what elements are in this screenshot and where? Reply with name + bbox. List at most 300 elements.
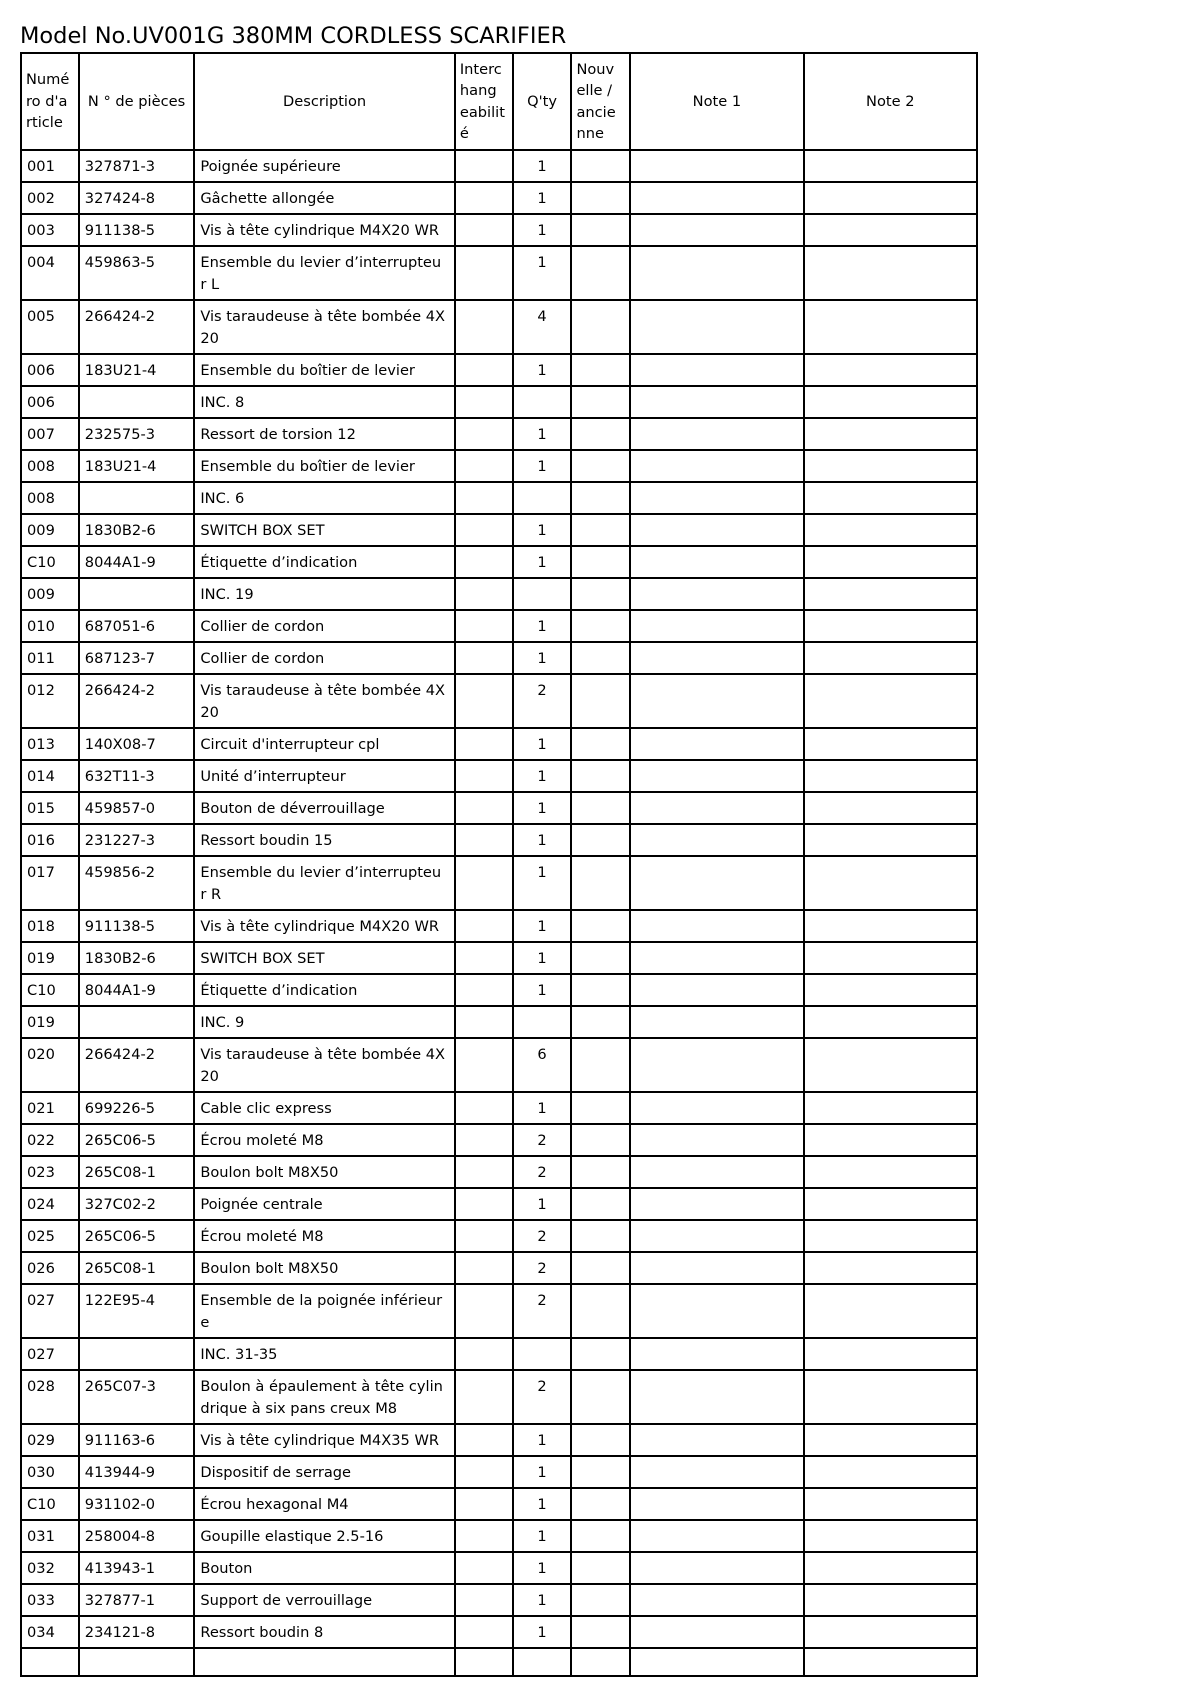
cell-description: Circuit d'interrupteur cpl <box>194 728 455 760</box>
cell-part-number: 911163-6 <box>79 1424 195 1456</box>
cell-note-2 <box>804 1616 977 1648</box>
cell-quantity: 1 <box>513 856 572 910</box>
table-row <box>21 610 977 642</box>
cell-interchangeability <box>455 792 513 824</box>
cell-description: INC. 19 <box>194 578 455 610</box>
cell-part-number <box>79 1006 195 1038</box>
cell-new-old <box>571 792 630 824</box>
cell-part-number: 8044A1-9 <box>79 546 195 578</box>
cell-note-1 <box>630 1038 803 1092</box>
cell-interchangeability <box>455 1648 513 1676</box>
cell-description: Ressort de torsion 12 <box>194 418 455 450</box>
table-row <box>21 300 977 354</box>
cell-description: Ensemble du boîtier de levier <box>194 354 455 386</box>
cell-part-number: 687123-7 <box>79 642 195 674</box>
header-part-number: N ° de pièces <box>79 53 195 150</box>
cell-note-2 <box>804 1456 977 1488</box>
cell-quantity: 1 <box>513 610 572 642</box>
cell-interchangeability <box>455 610 513 642</box>
cell-note-1 <box>630 1124 803 1156</box>
cell-quantity: 2 <box>513 1370 572 1424</box>
cell-new-old <box>571 974 630 1006</box>
cell-note-2 <box>804 546 977 578</box>
cell-new-old <box>571 1370 630 1424</box>
cell-interchangeability <box>455 942 513 974</box>
cell-quantity: 1 <box>513 1488 572 1520</box>
table-row <box>21 514 977 546</box>
table-row <box>21 578 977 610</box>
cell-item-number: 004 <box>21 246 79 300</box>
cell-note-1 <box>630 482 803 514</box>
cell-description: INC. 6 <box>194 482 455 514</box>
cell-description: Support de verrouillage <box>194 1584 455 1616</box>
table-row <box>21 450 977 482</box>
table-row <box>21 246 977 300</box>
table-row <box>21 482 977 514</box>
cell-item-number: 005 <box>21 300 79 354</box>
cell-part-number: 413944-9 <box>79 1456 195 1488</box>
cell-new-old <box>571 450 630 482</box>
cell-interchangeability <box>455 482 513 514</box>
cell-description: Ensemble du levier d’interrupteu r R <box>194 856 455 910</box>
cell-note-1 <box>630 546 803 578</box>
cell-note-1 <box>630 1648 803 1676</box>
cell-note-2 <box>804 182 977 214</box>
cell-part-number: 183U21-4 <box>79 354 195 386</box>
table-row <box>21 354 977 386</box>
cell-note-2 <box>804 1156 977 1188</box>
cell-quantity: 2 <box>513 674 572 728</box>
cell-note-1 <box>630 1616 803 1648</box>
cell-item-number: C10 <box>21 1488 79 1520</box>
cell-new-old <box>571 182 630 214</box>
cell-note-1 <box>630 182 803 214</box>
cell-item-number: C10 <box>21 546 79 578</box>
table-row <box>21 792 977 824</box>
table-row <box>21 942 977 974</box>
cell-part-number: 231227-3 <box>79 824 195 856</box>
table-row <box>21 1188 977 1220</box>
cell-interchangeability <box>455 1038 513 1092</box>
cell-interchangeability <box>455 418 513 450</box>
cell-note-1 <box>630 1424 803 1456</box>
cell-note-1 <box>630 354 803 386</box>
cell-new-old <box>571 514 630 546</box>
cell-note-2 <box>804 1124 977 1156</box>
cell-quantity: 1 <box>513 642 572 674</box>
cell-interchangeability <box>455 642 513 674</box>
cell-note-2 <box>804 150 977 182</box>
cell-part-number: 265C06-5 <box>79 1124 195 1156</box>
table-row <box>21 1252 977 1284</box>
cell-new-old <box>571 942 630 974</box>
cell-note-1 <box>630 1252 803 1284</box>
cell-interchangeability <box>455 300 513 354</box>
cell-note-1 <box>630 418 803 450</box>
table-row <box>21 386 977 418</box>
cell-new-old <box>571 1038 630 1092</box>
table-row <box>21 1584 977 1616</box>
cell-item-number: 011 <box>21 642 79 674</box>
cell-item-number: 010 <box>21 610 79 642</box>
cell-part-number: 265C08-1 <box>79 1252 195 1284</box>
cell-note-2 <box>804 1006 977 1038</box>
cell-description: INC. 8 <box>194 386 455 418</box>
cell-note-1 <box>630 674 803 728</box>
cell-item-number: 008 <box>21 450 79 482</box>
cell-note-2 <box>804 1220 977 1252</box>
cell-description: Collier de cordon <box>194 642 455 674</box>
cell-quantity: 1 <box>513 824 572 856</box>
cell-item-number: C10 <box>21 974 79 1006</box>
cell-quantity: 2 <box>513 1156 572 1188</box>
cell-note-1 <box>630 514 803 546</box>
cell-interchangeability <box>455 1370 513 1424</box>
cell-interchangeability <box>455 856 513 910</box>
cell-note-1 <box>630 1220 803 1252</box>
cell-item-number: 008 <box>21 482 79 514</box>
cell-description: Dispositif de serrage <box>194 1456 455 1488</box>
cell-note-2 <box>804 728 977 760</box>
cell-quantity: 1 <box>513 450 572 482</box>
cell-interchangeability <box>455 214 513 246</box>
cell-note-2 <box>804 300 977 354</box>
cell-quantity: 1 <box>513 1188 572 1220</box>
cell-description: Boulon bolt M8X50 <box>194 1156 455 1188</box>
cell-part-number: 1830B2-6 <box>79 942 195 974</box>
cell-note-2 <box>804 610 977 642</box>
cell-part-number: 327877-1 <box>79 1584 195 1616</box>
cell-description: Ensemble du boîtier de levier <box>194 450 455 482</box>
table-row <box>21 150 977 182</box>
cell-note-1 <box>630 246 803 300</box>
table-row <box>21 1156 977 1188</box>
cell-note-2 <box>804 760 977 792</box>
cell-part-number: 234121-8 <box>79 1616 195 1648</box>
cell-quantity: 1 <box>513 150 572 182</box>
cell-description: Ensemble de la poignée inférieur e <box>194 1284 455 1338</box>
cell-note-1 <box>630 610 803 642</box>
cell-quantity: 1 <box>513 354 572 386</box>
cell-item-number: 031 <box>21 1520 79 1552</box>
table-row <box>21 1220 977 1252</box>
cell-new-old <box>571 214 630 246</box>
cell-item-number: 003 <box>21 214 79 246</box>
cell-description: Bouton de déverrouillage <box>194 792 455 824</box>
cell-description: Vis taraudeuse à tête bombée 4X 20 <box>194 1038 455 1092</box>
cell-new-old <box>571 1520 630 1552</box>
cell-note-2 <box>804 974 977 1006</box>
table-row <box>21 1006 977 1038</box>
header-quantity: Q'ty <box>513 53 572 150</box>
cell-note-1 <box>630 1284 803 1338</box>
cell-interchangeability <box>455 354 513 386</box>
cell-note-1 <box>630 1370 803 1424</box>
cell-note-1 <box>630 1156 803 1188</box>
cell-new-old <box>571 546 630 578</box>
cell-quantity: 1 <box>513 418 572 450</box>
cell-description: Cable clic express <box>194 1092 455 1124</box>
table-row <box>21 1520 977 1552</box>
cell-new-old <box>571 1124 630 1156</box>
cell-new-old <box>571 1338 630 1370</box>
cell-interchangeability <box>455 1338 513 1370</box>
cell-item-number: 009 <box>21 514 79 546</box>
cell-note-2 <box>804 642 977 674</box>
cell-part-number: 687051-6 <box>79 610 195 642</box>
table-row <box>21 1488 977 1520</box>
table-row <box>21 1038 977 1092</box>
cell-item-number: 002 <box>21 182 79 214</box>
cell-description: INC. 31-35 <box>194 1338 455 1370</box>
cell-item-number: 022 <box>21 1124 79 1156</box>
cell-item-number <box>21 1648 79 1676</box>
cell-description: Vis à tête cylindrique M4X35 WR <box>194 1424 455 1456</box>
cell-note-2 <box>804 354 977 386</box>
cell-note-1 <box>630 910 803 942</box>
cell-description: Étiquette d’indication <box>194 546 455 578</box>
cell-part-number: 699226-5 <box>79 1092 195 1124</box>
cell-quantity: 2 <box>513 1220 572 1252</box>
cell-quantity: 1 <box>513 760 572 792</box>
cell-note-1 <box>630 150 803 182</box>
cell-note-2 <box>804 1488 977 1520</box>
cell-note-2 <box>804 1648 977 1676</box>
cell-quantity: 1 <box>513 942 572 974</box>
cell-quantity: 1 <box>513 1456 572 1488</box>
table-row <box>21 1648 977 1676</box>
cell-new-old <box>571 1220 630 1252</box>
cell-new-old <box>571 910 630 942</box>
cell-description: Collier de cordon <box>194 610 455 642</box>
cell-new-old <box>571 1424 630 1456</box>
cell-interchangeability <box>455 760 513 792</box>
cell-part-number: 459863-5 <box>79 246 195 300</box>
cell-quantity: 1 <box>513 546 572 578</box>
cell-part-number: 632T11-3 <box>79 760 195 792</box>
header-new-old: Nouv elle / ancie nne <box>571 53 630 150</box>
cell-new-old <box>571 1156 630 1188</box>
cell-part-number <box>79 482 195 514</box>
cell-interchangeability <box>455 824 513 856</box>
cell-note-1 <box>630 1520 803 1552</box>
cell-part-number: 183U21-4 <box>79 450 195 482</box>
cell-quantity <box>513 482 572 514</box>
cell-new-old <box>571 300 630 354</box>
cell-description: Vis taraudeuse à tête bombée 4X 20 <box>194 674 455 728</box>
cell-description: Vis à tête cylindrique M4X20 WR <box>194 910 455 942</box>
cell-description: Vis taraudeuse à tête bombée 4X 20 <box>194 300 455 354</box>
cell-interchangeability <box>455 546 513 578</box>
cell-new-old <box>571 642 630 674</box>
cell-quantity: 4 <box>513 300 572 354</box>
cell-interchangeability <box>455 974 513 1006</box>
table-row <box>21 760 977 792</box>
cell-new-old <box>571 728 630 760</box>
table-row <box>21 1124 977 1156</box>
cell-note-2 <box>804 1424 977 1456</box>
cell-item-number: 028 <box>21 1370 79 1424</box>
cell-quantity: 2 <box>513 1284 572 1338</box>
cell-quantity <box>513 1006 572 1038</box>
cell-interchangeability <box>455 1584 513 1616</box>
cell-new-old <box>571 1092 630 1124</box>
cell-part-number: 1830B2-6 <box>79 514 195 546</box>
cell-description: Unité d’interrupteur <box>194 760 455 792</box>
cell-note-2 <box>804 514 977 546</box>
cell-description <box>194 1648 455 1676</box>
cell-description: Écrou moleté M8 <box>194 1220 455 1252</box>
cell-item-number: 030 <box>21 1456 79 1488</box>
cell-note-1 <box>630 824 803 856</box>
cell-note-2 <box>804 910 977 942</box>
cell-quantity <box>513 578 572 610</box>
cell-note-2 <box>804 792 977 824</box>
cell-new-old <box>571 674 630 728</box>
table-row <box>21 546 977 578</box>
cell-new-old <box>571 1488 630 1520</box>
cell-item-number: 017 <box>21 856 79 910</box>
cell-description: Goupille elastique 2.5-16 <box>194 1520 455 1552</box>
cell-item-number: 034 <box>21 1616 79 1648</box>
cell-new-old <box>571 610 630 642</box>
cell-note-2 <box>804 1188 977 1220</box>
cell-note-2 <box>804 578 977 610</box>
cell-new-old <box>571 354 630 386</box>
cell-interchangeability <box>455 910 513 942</box>
parts-table-body <box>21 150 977 1676</box>
cell-item-number: 009 <box>21 578 79 610</box>
cell-item-number: 023 <box>21 1156 79 1188</box>
table-row <box>21 214 977 246</box>
cell-item-number: 018 <box>21 910 79 942</box>
cell-part-number: 258004-8 <box>79 1520 195 1552</box>
table-header-row <box>21 53 977 150</box>
cell-part-number: 265C08-1 <box>79 1156 195 1188</box>
cell-part-number: 266424-2 <box>79 1038 195 1092</box>
cell-new-old <box>571 1552 630 1584</box>
cell-interchangeability <box>455 246 513 300</box>
cell-item-number: 020 <box>21 1038 79 1092</box>
cell-note-2 <box>804 824 977 856</box>
cell-quantity: 2 <box>513 1124 572 1156</box>
cell-interchangeability <box>455 1456 513 1488</box>
table-row <box>21 1616 977 1648</box>
cell-part-number: 140X08-7 <box>79 728 195 760</box>
cell-part-number: 265C06-5 <box>79 1220 195 1252</box>
cell-interchangeability <box>455 1616 513 1648</box>
cell-interchangeability <box>455 728 513 760</box>
cell-quantity: 1 <box>513 514 572 546</box>
cell-part-number <box>79 386 195 418</box>
cell-quantity <box>513 386 572 418</box>
table-row <box>21 418 977 450</box>
cell-quantity <box>513 1338 572 1370</box>
cell-note-1 <box>630 578 803 610</box>
cell-new-old <box>571 482 630 514</box>
cell-note-2 <box>804 246 977 300</box>
cell-item-number: 006 <box>21 386 79 418</box>
cell-part-number: 266424-2 <box>79 674 195 728</box>
cell-item-number: 019 <box>21 1006 79 1038</box>
cell-item-number: 012 <box>21 674 79 728</box>
cell-item-number: 019 <box>21 942 79 974</box>
cell-note-1 <box>630 1338 803 1370</box>
cell-interchangeability <box>455 1220 513 1252</box>
cell-interchangeability <box>455 1188 513 1220</box>
cell-note-2 <box>804 674 977 728</box>
cell-new-old <box>571 760 630 792</box>
cell-quantity: 1 <box>513 792 572 824</box>
cell-part-number: 911138-5 <box>79 910 195 942</box>
table-row <box>21 856 977 910</box>
cell-quantity: 1 <box>513 728 572 760</box>
cell-new-old <box>571 1252 630 1284</box>
table-row <box>21 182 977 214</box>
cell-interchangeability <box>455 1520 513 1552</box>
cell-item-number: 007 <box>21 418 79 450</box>
cell-quantity: 2 <box>513 1252 572 1284</box>
table-row <box>21 1284 977 1338</box>
cell-description: Étiquette d’indication <box>194 974 455 1006</box>
cell-new-old <box>571 1006 630 1038</box>
cell-part-number <box>79 1338 195 1370</box>
cell-note-1 <box>630 642 803 674</box>
cell-note-2 <box>804 1284 977 1338</box>
cell-note-2 <box>804 386 977 418</box>
cell-description: Ressort boudin 15 <box>194 824 455 856</box>
cell-new-old <box>571 1616 630 1648</box>
header-interchangeability: Interc hang eabilit é <box>455 53 513 150</box>
cell-new-old <box>571 150 630 182</box>
cell-description: Ensemble du levier d’interrupteu r L <box>194 246 455 300</box>
table-row <box>21 1456 977 1488</box>
cell-interchangeability <box>455 578 513 610</box>
cell-item-number: 033 <box>21 1584 79 1616</box>
table-row <box>21 974 977 1006</box>
cell-quantity: 1 <box>513 1584 572 1616</box>
cell-note-1 <box>630 1552 803 1584</box>
cell-new-old <box>571 1584 630 1616</box>
cell-interchangeability <box>455 1552 513 1584</box>
cell-note-2 <box>804 942 977 974</box>
cell-interchangeability <box>455 1488 513 1520</box>
cell-interchangeability <box>455 1006 513 1038</box>
cell-new-old <box>571 1456 630 1488</box>
cell-quantity: 1 <box>513 974 572 1006</box>
table-row <box>21 728 977 760</box>
cell-item-number: 013 <box>21 728 79 760</box>
cell-note-1 <box>630 1006 803 1038</box>
table-row <box>21 1424 977 1456</box>
cell-note-1 <box>630 1488 803 1520</box>
cell-description: Boulon à épaulement à tête cylin drique à six pans creux M8 <box>194 1370 455 1424</box>
table-row <box>21 1092 977 1124</box>
table-row <box>21 824 977 856</box>
cell-part-number: 413943-1 <box>79 1552 195 1584</box>
table-row <box>21 910 977 942</box>
cell-quantity: 1 <box>513 1092 572 1124</box>
cell-note-1 <box>630 214 803 246</box>
cell-interchangeability <box>455 1156 513 1188</box>
cell-note-1 <box>630 856 803 910</box>
cell-quantity: 1 <box>513 1424 572 1456</box>
cell-item-number: 032 <box>21 1552 79 1584</box>
cell-part-number: 459857-0 <box>79 792 195 824</box>
cell-new-old <box>571 824 630 856</box>
cell-quantity: 1 <box>513 910 572 942</box>
cell-part-number <box>79 1648 195 1676</box>
